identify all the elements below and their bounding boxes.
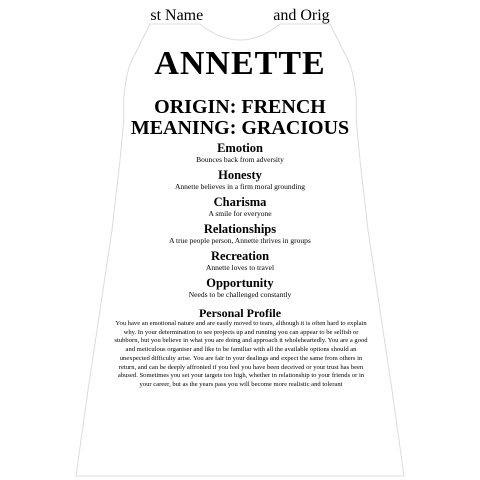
- meaning-line: MEANING: GRACIOUS: [130, 117, 350, 139]
- name-title: ANNETTE: [154, 45, 326, 82]
- trait-relationships: [0, 222, 480, 245]
- profile-title: Personal Profile: [198, 306, 282, 320]
- trait-emotion: [0, 141, 480, 164]
- trait-title: Relationships: [203, 222, 277, 236]
- trait-honesty: [0, 168, 480, 191]
- trait-title: Charisma: [213, 195, 267, 209]
- trait-desc: A true people person, Annette thrives in groups: [169, 236, 311, 245]
- trait-desc: Annette loves to travel: [205, 263, 275, 272]
- trait-title: Opportunity: [206, 276, 274, 290]
- trait-desc: Needs to be challenged constantly: [188, 290, 292, 299]
- trait-opportunity: [0, 276, 480, 299]
- trait-desc: Annette believes in a firm moral grounding: [175, 182, 305, 191]
- trait-desc: A smile for everyone: [208, 209, 272, 218]
- trait-charisma: [0, 195, 480, 218]
- profile-text: You have an emotional nature and are easily moved to tears, although it is often hard to explain why. In your determination to see projects up and running you can appear to be selfish or stubborn, but you believe in what you are doing and approach it wholeheartedly. You are a good and meticulous organiser and like to be familiar with all the available options should an unexpected difficulty arise. You are fair in your dealings and expect the same from others in return, and can be deeply affronted if you feel you have been deceived or your trust has been abused. Sometimes you set your targets too high, whether in relationship to your friends or in your career, but as the years pass you will become more realistic and tolerant: [114, 320, 368, 388]
- trait-title: Honesty: [218, 168, 262, 182]
- trait-title: Emotion: [217, 141, 263, 155]
- header-strip: [0, 6, 480, 26]
- trait-title: Recreation: [210, 249, 270, 263]
- header-right-fragment: and Orig: [273, 7, 330, 24]
- header-left-fragment: st Name: [150, 7, 204, 24]
- trait-recreation: [0, 249, 480, 272]
- origin-line: ORIGIN: FRENCH: [154, 96, 326, 118]
- trait-desc: Bounces back from adversity: [196, 155, 284, 164]
